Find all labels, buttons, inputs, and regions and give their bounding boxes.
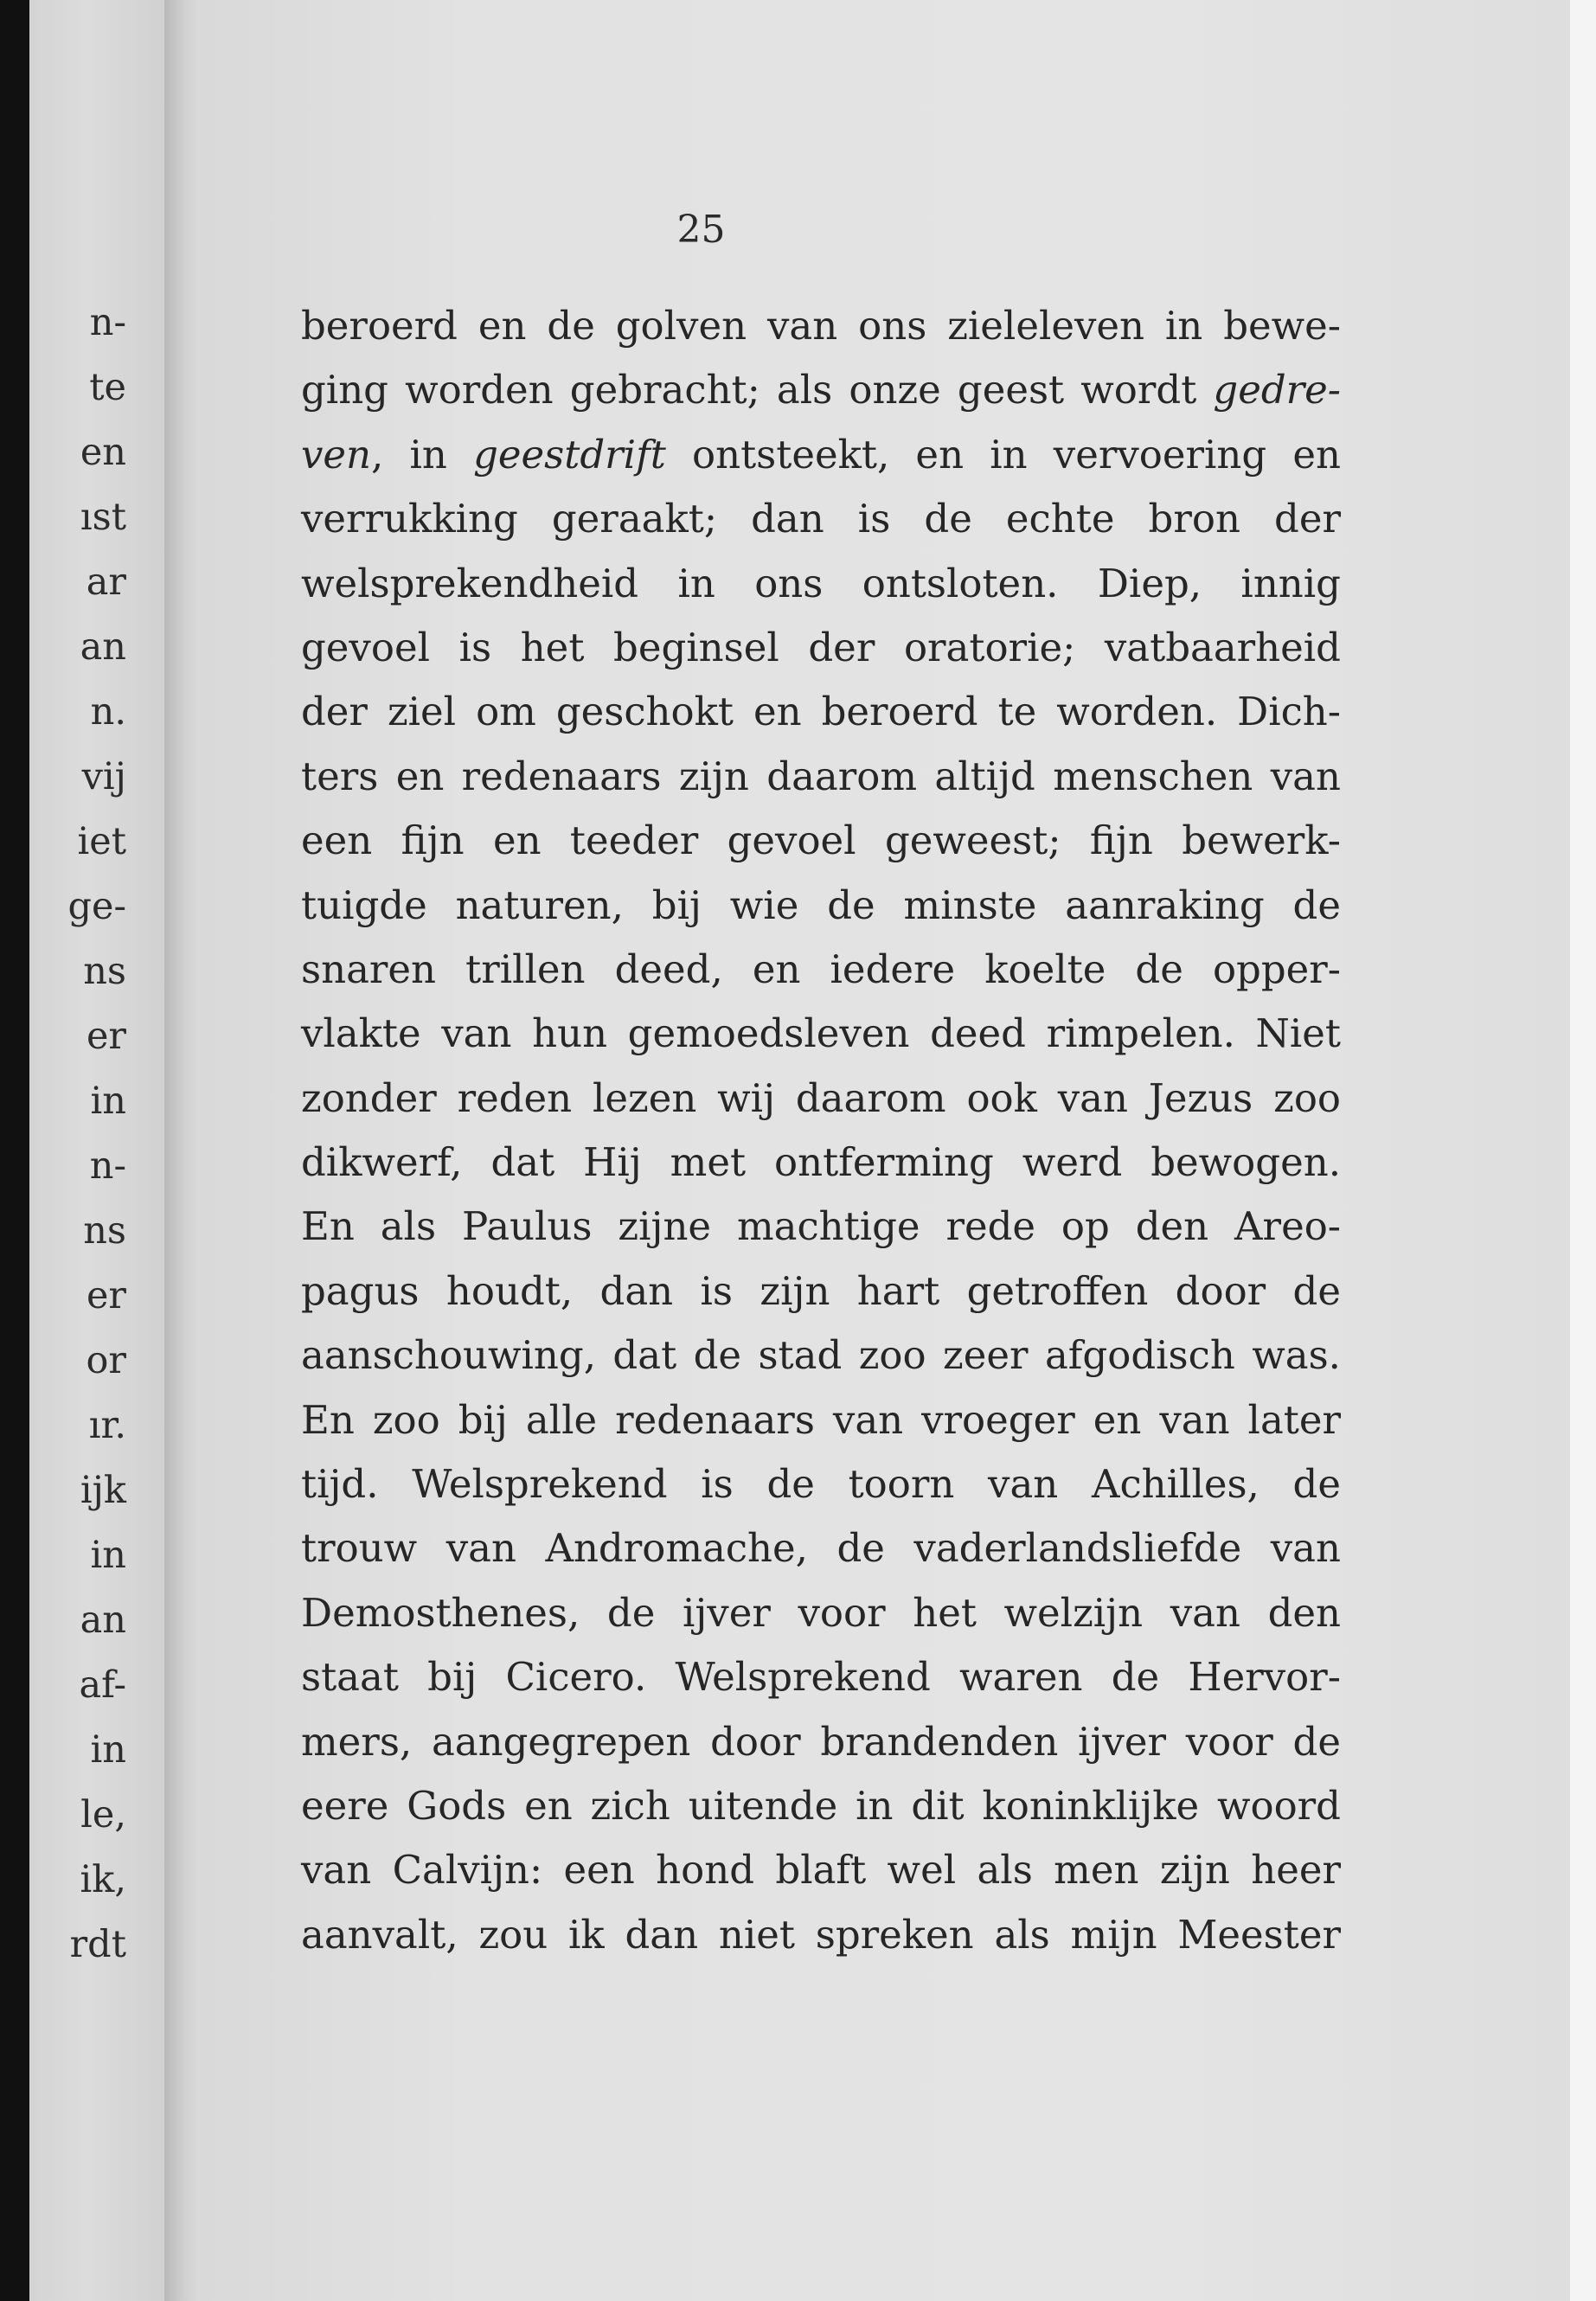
previous-page-fragment: n- bbox=[89, 1144, 126, 1188]
book-gutter bbox=[164, 0, 199, 2301]
previous-page-fragment: ar bbox=[86, 561, 126, 604]
text-run: staat bij Cicero. Welsprekend waren de Hervor- bbox=[301, 1654, 1341, 1701]
text-run: En zoo bij alle redenaars van vroeger en van later bbox=[301, 1396, 1341, 1443]
previous-page-fragment: le, bbox=[80, 1793, 126, 1836]
previous-page-fragment: an bbox=[80, 1599, 126, 1642]
previous-page-fragment: te bbox=[89, 366, 126, 409]
text-line bbox=[301, 1903, 1341, 1967]
scanner-edge bbox=[0, 0, 29, 2301]
italic-text: ven bbox=[301, 431, 372, 478]
text-line bbox=[301, 809, 1341, 873]
previous-page-fragment: ik, bbox=[80, 1858, 126, 1901]
text-line bbox=[301, 1838, 1341, 1902]
previous-page-edge bbox=[29, 0, 176, 2301]
text-line bbox=[301, 1710, 1341, 1774]
text-line bbox=[301, 1581, 1341, 1645]
previous-page-fragment: or bbox=[86, 1339, 126, 1382]
previous-page-fragment: vij bbox=[81, 755, 126, 798]
text-run: dikwerf, dat Hij met ontferming werd bewogen. bbox=[301, 1139, 1341, 1186]
body-text bbox=[301, 294, 1341, 1967]
previous-page-fragment: er bbox=[86, 1015, 126, 1058]
previous-page-fragment: ıst bbox=[80, 496, 126, 539]
text-run: tijd. Welsprekend is de toorn van Achilles, de bbox=[301, 1461, 1341, 1508]
text-line bbox=[301, 1002, 1341, 1066]
text-run: beroerd en de golven van ons zieleleven in bewe- bbox=[301, 303, 1341, 349]
text-run: Demosthenes, de ijver voor het welzijn van den bbox=[301, 1589, 1341, 1636]
previous-page-fragment: in bbox=[90, 1728, 126, 1772]
previous-page-fragment: ır. bbox=[88, 1404, 126, 1447]
previous-page-fragment: ge- bbox=[67, 885, 126, 928]
previous-page-fragment: in bbox=[90, 1080, 126, 1123]
text-line bbox=[301, 680, 1341, 744]
previous-page-fragment: ijk bbox=[80, 1469, 126, 1512]
previous-page-fragment: ns bbox=[83, 950, 126, 993]
previous-page-fragment: n- bbox=[89, 301, 126, 344]
text-run: ging worden gebracht; als onze geest wordt bbox=[301, 367, 1214, 413]
text-run: En als Paulus zijne machtige rede op den Areo- bbox=[301, 1203, 1341, 1250]
text-line bbox=[301, 745, 1341, 809]
text-run: trouw van Andromache, de vaderlandsliefde van bbox=[301, 1525, 1341, 1572]
text-line bbox=[301, 1259, 1341, 1324]
text-run: een fijn en teeder gevoel geweest; fijn bewerk- bbox=[301, 817, 1341, 864]
previous-page-fragment: af- bbox=[79, 1663, 126, 1707]
text-line bbox=[301, 1131, 1341, 1195]
text-run: tuigde naturen, bij wie de minste aanraking de bbox=[301, 881, 1341, 928]
previous-page-fragment: rdt bbox=[69, 1923, 126, 1966]
text-line bbox=[301, 1195, 1341, 1259]
page bbox=[199, 0, 1570, 2301]
text-line bbox=[301, 874, 1341, 938]
text-line bbox=[301, 1067, 1341, 1131]
text-run: gevoel is het beginsel der oratorie; vatbaarheid bbox=[301, 624, 1341, 670]
text-run: snaren trillen deed, en iedere koelte de opper- bbox=[301, 945, 1341, 992]
italic-text: geestdrift bbox=[473, 431, 666, 478]
scan-margin-right bbox=[1570, 0, 1596, 2301]
text-line bbox=[301, 1774, 1341, 1838]
text-line bbox=[301, 294, 1341, 358]
text-run: van Calvijn: een hond blaft wel als men zijn heer bbox=[301, 1847, 1341, 1894]
text-run: eere Gods en zich uitende in dit koninklijke woord bbox=[301, 1782, 1341, 1829]
text-line bbox=[301, 1324, 1341, 1388]
text-line bbox=[301, 423, 1341, 487]
text-line bbox=[301, 1645, 1341, 1709]
text-run: aanschouwing, dat de stad zoo zeer afgodisch was. bbox=[301, 1332, 1341, 1379]
previous-page-fragment: n. bbox=[90, 690, 126, 734]
text-run: ters en redenaars zijn daarom altijd menschen van bbox=[301, 753, 1341, 799]
text-line bbox=[301, 1516, 1341, 1580]
previous-page-fragment: in bbox=[90, 1534, 126, 1577]
italic-text: gedre- bbox=[1213, 367, 1341, 413]
previous-page-line-endings bbox=[29, 291, 126, 1977]
text-run: zonder reden lezen wij daarom ook van Jezus zoo bbox=[301, 1074, 1341, 1121]
text-line bbox=[301, 1388, 1341, 1452]
previous-page-fragment: ns bbox=[83, 1209, 126, 1253]
previous-page-fragment: an bbox=[80, 625, 126, 669]
previous-page-fragment: iet bbox=[77, 820, 126, 863]
text-run: welsprekendheid in ons ontsloten. Diep, innig bbox=[301, 560, 1341, 606]
text-line bbox=[301, 938, 1341, 1002]
text-line bbox=[301, 358, 1341, 422]
text-run: mers, aangegrepen door brandenden ijver voor de bbox=[301, 1718, 1341, 1765]
text-run: ontsteekt, en in vervoering en bbox=[665, 431, 1341, 478]
previous-page-fragment: en bbox=[80, 431, 126, 474]
text-run: , in bbox=[371, 431, 474, 478]
text-line bbox=[301, 1452, 1341, 1516]
text-run: verrukking geraakt; dan is de echte bron der bbox=[301, 496, 1341, 542]
text-line bbox=[301, 616, 1341, 680]
text-run: pagus houdt, dan is zijn hart getroffen door de bbox=[301, 1267, 1341, 1314]
text-run: aanvalt, zou ik dan niet spreken als mijn Meester bbox=[301, 1911, 1341, 1958]
text-line bbox=[301, 487, 1341, 551]
text-run: vlakte van hun gemoedsleven deed rimpelen. Niet bbox=[301, 1010, 1341, 1057]
previous-page-fragment: er bbox=[86, 1274, 126, 1317]
text-run: der ziel om geschokt en beroerd te worden. Dich- bbox=[301, 689, 1341, 735]
page-number: 25 bbox=[676, 208, 726, 252]
text-line bbox=[301, 552, 1341, 616]
